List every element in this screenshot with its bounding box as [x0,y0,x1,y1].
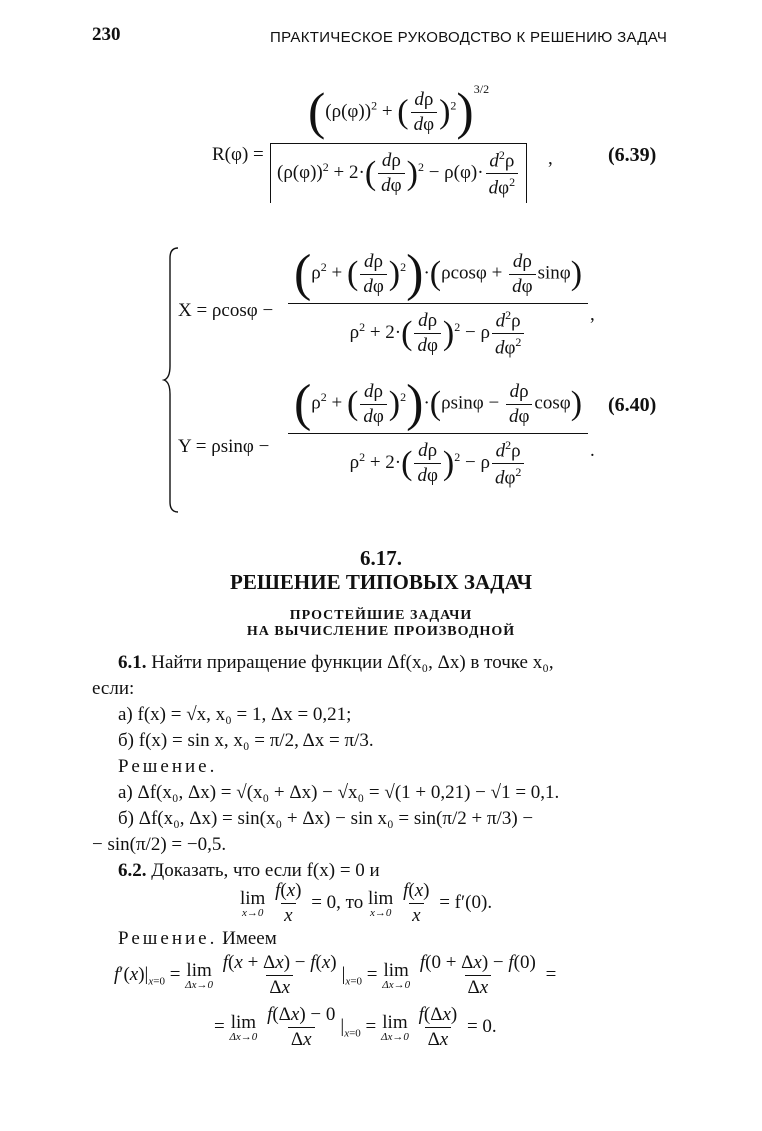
solution-label: Решение. [118,756,218,777]
derivative-line-1: $f'(x)|_{x=0}$ = lim Δx→0 $\frac{f(x + \Delta x) - f(x)}{\Delta x}$ $|_{x=0}$ = lim Δx→0 $\frac{f(0 + \Delta x) - f(0)}{\Delta x}$ = [114,952,557,998]
system-brace [162,246,182,514]
solution-a: а) Δf(x₀, Δx) = √(x₀ + Δx) − √x₀ = √(1 + 0,21) − √1 = 0,1. [118,782,560,803]
equation-6-39: R(φ) = ($(\rho(\varphi))^2$ + ( $\frac{d\rho}{d\varphi}$ )$^2$)$^{3/2}$ $(\rho(\varphi))^2 + 2\cdot$( $\frac{d\rho}{d\varphi}$ )$^2$ − ρ(φ)· $\frac{d^2\rho}{d\varphi^2}$ , [212,82,692,232]
solution-2-label: Решение. [118,928,218,949]
solution-2-rest: Имеем [222,928,277,949]
problem-text: Найти приращение функции Δf(x₀, Δx) в точке x₀, [151,652,554,673]
problem-label: 6.1. [118,652,147,673]
page-number: 230 [92,24,121,45]
eq1-lhs: R(φ) = [212,144,264,165]
solution-2-line [92,926,672,952]
problem-item-b: б) f(x) = sin x, x₀ = π/2, Δx = π/3. [118,730,374,751]
solution-b-cont: − sin(π/2) = −0,5. [92,834,227,855]
equation-number-6-39: (6.39) [608,144,657,166]
limit-end-text: = f′(0). [439,891,493,913]
running-title: ПРАКТИЧЕСКОЕ РУКОВОДСТВО К РЕШЕНИЮ ЗАДАЧ [270,29,668,46]
limit-mid-text: = 0, то [311,891,364,913]
problem-2-text: Доказать, что если f(x) = 0 и [151,860,380,881]
eq2-y-lhs: Y = ρsinφ − [178,436,270,457]
problem-text-cont: если: [92,678,135,699]
subsection-line-2: НА ВЫЧИСЛЕНИЕ ПРОИЗВОДНОЙ [246,624,516,639]
subsection-line-1: ПРОСТЕЙШИЕ ЗАДАЧИ [289,608,473,623]
limit-statement: lim x→0 $\frac{f(x)}{x}$ = 0, то lim x→0 $\frac{f(x)}{x}$ = f′(0). [240,880,493,926]
problem-6-1 [92,650,672,884]
eq2-x-lhs: X = ρcosφ − [178,300,274,321]
problem-item-a: а) f(x) = √x, x₀ = 1, Δx = 0,21; [118,704,352,725]
problem-label-2: 6.2. [118,860,147,881]
equation-number-6-40: (6.40) [608,394,657,416]
solution-b: б) Δf(x₀, Δx) = sin(x₀ + Δx) − sin x₀ = sin(π/2 + π/3) − [118,808,534,829]
section-number: 6.17. [360,546,402,570]
derivative-line-2: = lim Δx→0 $\frac{f(\Delta x) - 0}{\Delta x}$ $|_{x=0}$ = lim Δx→0 $\frac{f(\Delta x)}{\Delta x}$ = 0. [214,1004,497,1050]
section-title: РЕШЕНИЕ ТИПОВЫХ ЗАДАЧ [230,570,532,594]
